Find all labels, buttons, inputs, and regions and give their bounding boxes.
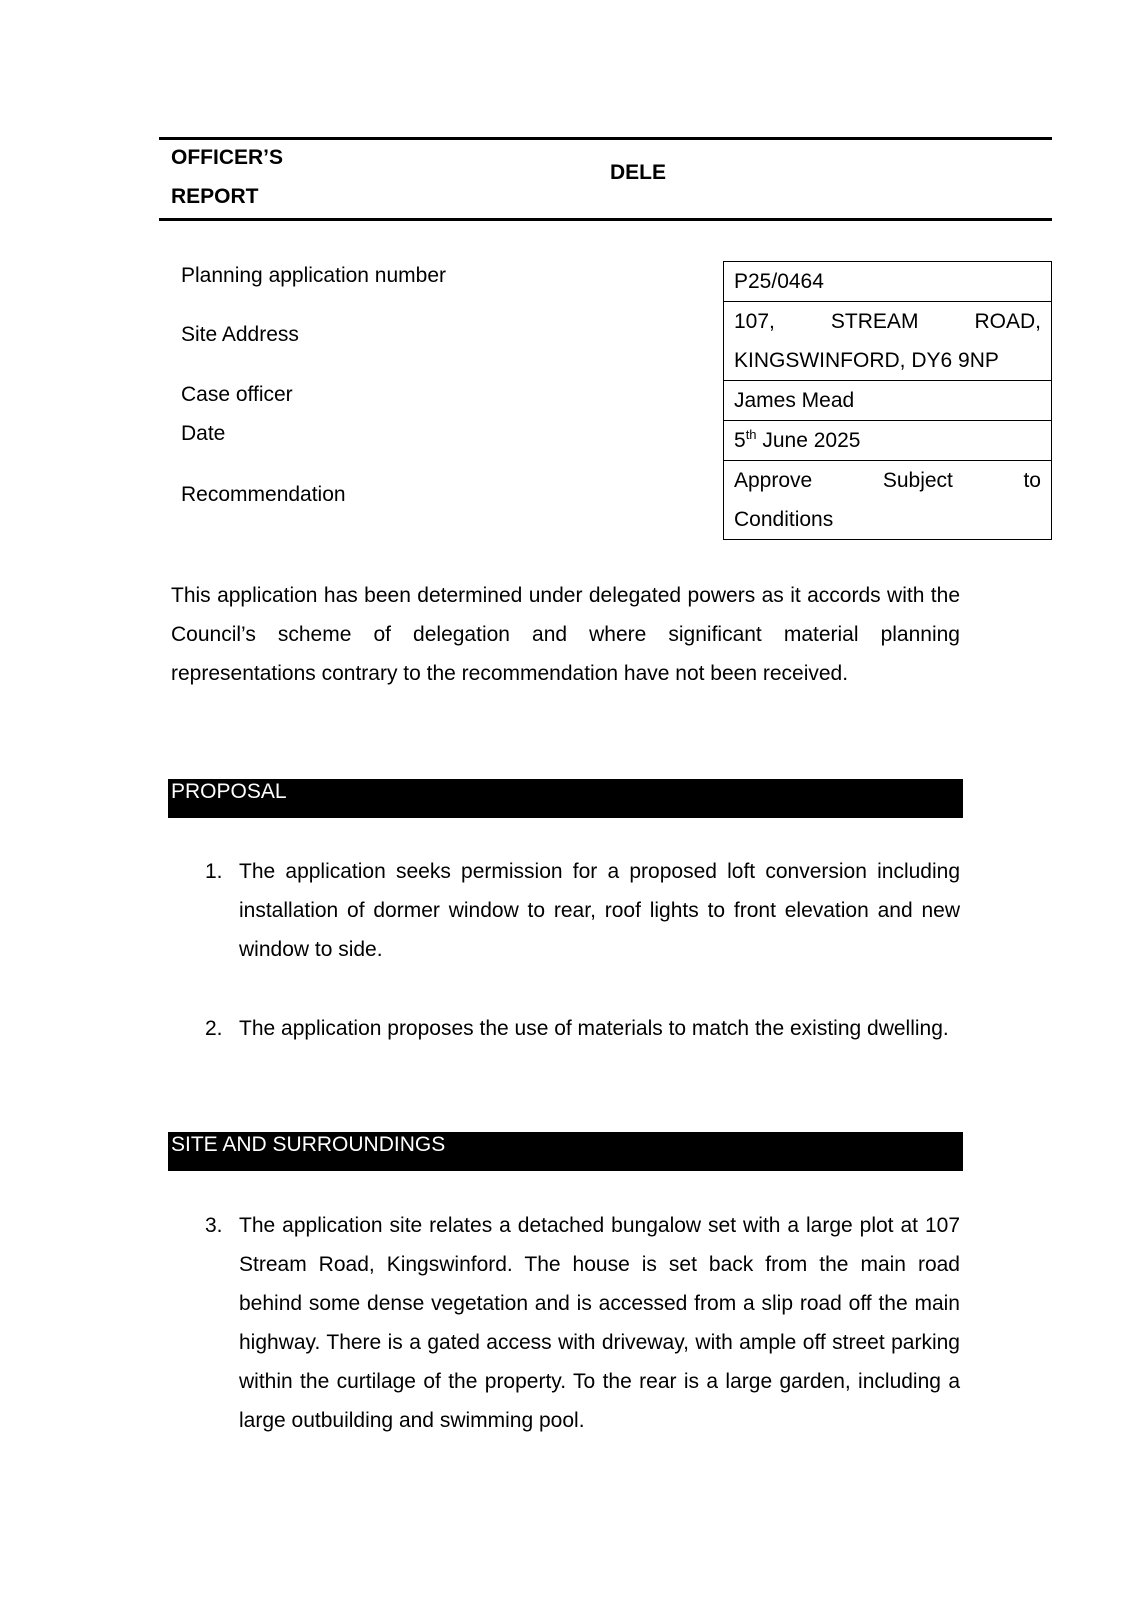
header-top-rule xyxy=(159,137,1052,140)
summary-values-table xyxy=(723,261,1052,540)
label-recommendation: Recommendation xyxy=(181,483,346,506)
value-recommendation-line1: Approve Subject to xyxy=(734,469,1041,492)
dele-label: DELE xyxy=(610,161,667,184)
list-item-number: 3. xyxy=(205,1214,223,1237)
value-site-address xyxy=(724,302,1051,381)
list-item-text: The application site relates a detached bungalow set with a large plot at 107 Stream Road, Kingswinford. The house is set back from the main road behind some dense vegetation and is accessed from a slip road off the main highway. There is a gated access with driveway, with ample off street parking within the curtilage of the property. To the rear is a large garden, including a large outbuilding and swimming pool. xyxy=(239,1214,960,1432)
list-item-number: 2. xyxy=(205,1017,223,1040)
report-title-line1: OFFICER’S xyxy=(171,146,284,169)
value-recommendation-line2: Conditions xyxy=(734,508,834,531)
list-item-number: 1. xyxy=(205,860,223,883)
label-date: Date xyxy=(181,422,226,445)
intro-paragraph: This application has been determined under delegated powers as it accords with the Council’s scheme of delegation and where significant material planning representations contrary to the recommendation have not been received. xyxy=(171,584,960,685)
value-application-number: P25/0464 xyxy=(724,262,1051,302)
value-case-officer: James Mead xyxy=(724,381,1051,421)
list-item xyxy=(205,1206,960,1440)
label-application-number: Planning application number xyxy=(181,264,447,287)
section-heading-site-and-surroundings: SITE AND SURROUNDINGS xyxy=(168,1132,963,1171)
value-date-suffix: th xyxy=(745,427,757,442)
value-date xyxy=(724,421,1051,461)
label-case-officer: Case officer xyxy=(181,383,293,406)
header-bottom-rule xyxy=(159,218,1052,221)
list-item-text: The application proposes the use of materials to match the existing dwelling. xyxy=(239,1017,949,1040)
label-site-address: Site Address xyxy=(181,323,299,346)
value-date-day: 5 xyxy=(734,429,746,452)
list-item xyxy=(205,852,960,969)
list-item-text: The application seeks permission for a proposed loft conversion including installation of dormer window to rear, roof lights to front elevation and new window to side. xyxy=(239,860,960,961)
value-site-address-line2: KINGSWINFORD, DY6 9NP xyxy=(734,349,999,372)
value-site-address-line1: 107, STREAM ROAD, xyxy=(734,310,1041,333)
report-title-line2: REPORT xyxy=(171,185,259,208)
list-item xyxy=(205,1009,960,1048)
section-heading-proposal: PROPOSAL xyxy=(168,779,963,818)
value-date-rest: June 2025 xyxy=(756,429,861,452)
report-title xyxy=(171,138,283,216)
value-recommendation xyxy=(724,461,1051,540)
